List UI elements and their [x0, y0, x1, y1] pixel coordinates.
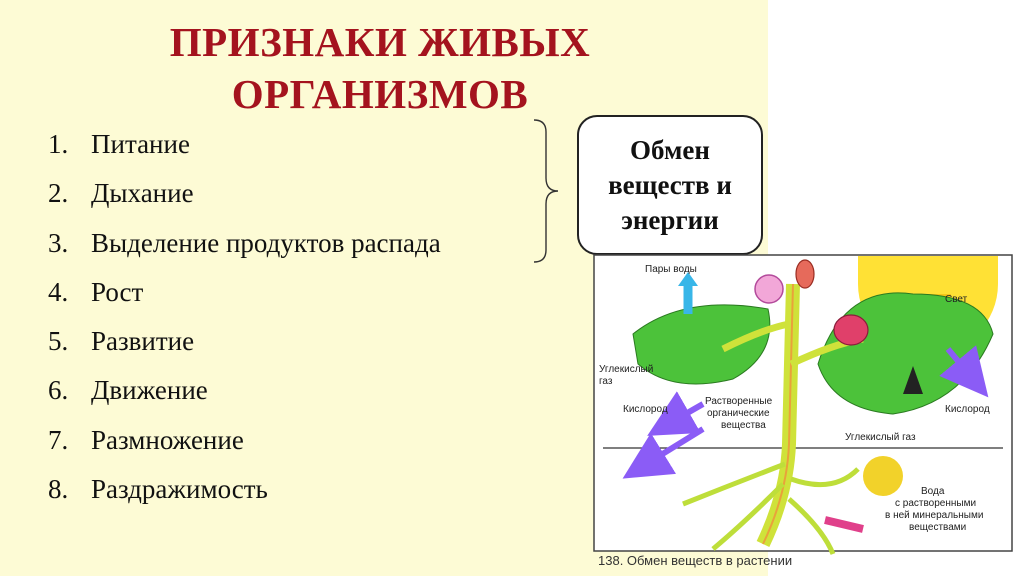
label-water-1: Вода — [921, 486, 945, 497]
label-water-2: с растворенными — [895, 498, 977, 509]
bud-icon — [796, 260, 814, 288]
list-item — [48, 366, 441, 415]
list-item-label: Питание — [91, 129, 190, 159]
label-dissolved-1: Растворенные — [705, 396, 773, 407]
list-item — [48, 219, 441, 268]
plant-diagram — [593, 254, 1013, 572]
label-co2-left-1: Углекислый — [599, 364, 654, 375]
label-dissolved-3: вещества — [721, 420, 766, 431]
list-item-number: 3. — [48, 227, 69, 258]
label-co2-left-2: газ — [599, 376, 613, 387]
title-line-1: ПРИЗНАКИ ЖИВЫХ — [169, 19, 591, 65]
label-oxygen-left: Кислород — [623, 404, 668, 415]
flower-icon — [755, 275, 783, 303]
list-item-number: 1. — [48, 129, 69, 159]
list-item — [48, 268, 441, 317]
list-item — [48, 169, 441, 218]
list-item-number: 8. — [48, 474, 69, 505]
list-item-number: 5. — [48, 326, 69, 357]
list-item — [48, 416, 441, 465]
water-droplet-icon — [863, 456, 903, 496]
figure-caption: 138. Обмен веществ в растении — [598, 553, 793, 568]
list-item-label: Дыхание — [91, 178, 194, 209]
label-dissolved-2: органические — [707, 408, 770, 419]
list-item-number: 2. — [48, 178, 69, 209]
label-water-4: веществами — [909, 522, 967, 533]
title-line-2: ОРГАНИЗМОВ — [231, 71, 529, 117]
label-water-vapor: Пары воды — [645, 264, 697, 275]
list-item-number: 7. — [48, 424, 69, 455]
list-item-label: Размножение — [91, 424, 244, 455]
signs-list — [48, 120, 441, 514]
list-item-number: 6. — [48, 375, 69, 406]
list-item-label: Выделение продуктов распада — [91, 227, 441, 258]
list-item — [48, 465, 441, 514]
list-item-label: Раздражимость — [91, 474, 268, 505]
label-co2-right: Углекислый газ — [845, 432, 916, 443]
summary-box — [577, 115, 763, 255]
list-item-number: 4. — [48, 276, 69, 307]
list-item — [48, 120, 441, 169]
summary-line-2: веществ и — [608, 169, 732, 200]
list-item-label: Развитие — [91, 326, 195, 357]
summary-line-3: энергии — [621, 204, 719, 235]
curly-brace — [530, 118, 570, 264]
summary-line-1: Обмен — [630, 134, 710, 165]
list-item-label: Движение — [91, 375, 208, 406]
page-title — [100, 16, 660, 120]
label-water-3: в ней минеральными — [885, 510, 984, 521]
label-oxygen-right: Кислород — [945, 404, 990, 415]
list-item — [48, 317, 441, 366]
fruit-icon — [834, 315, 868, 345]
plant-metabolism-figure — [593, 254, 1013, 572]
label-light: Свет — [945, 294, 968, 305]
list-item-label: Рост — [91, 276, 144, 307]
